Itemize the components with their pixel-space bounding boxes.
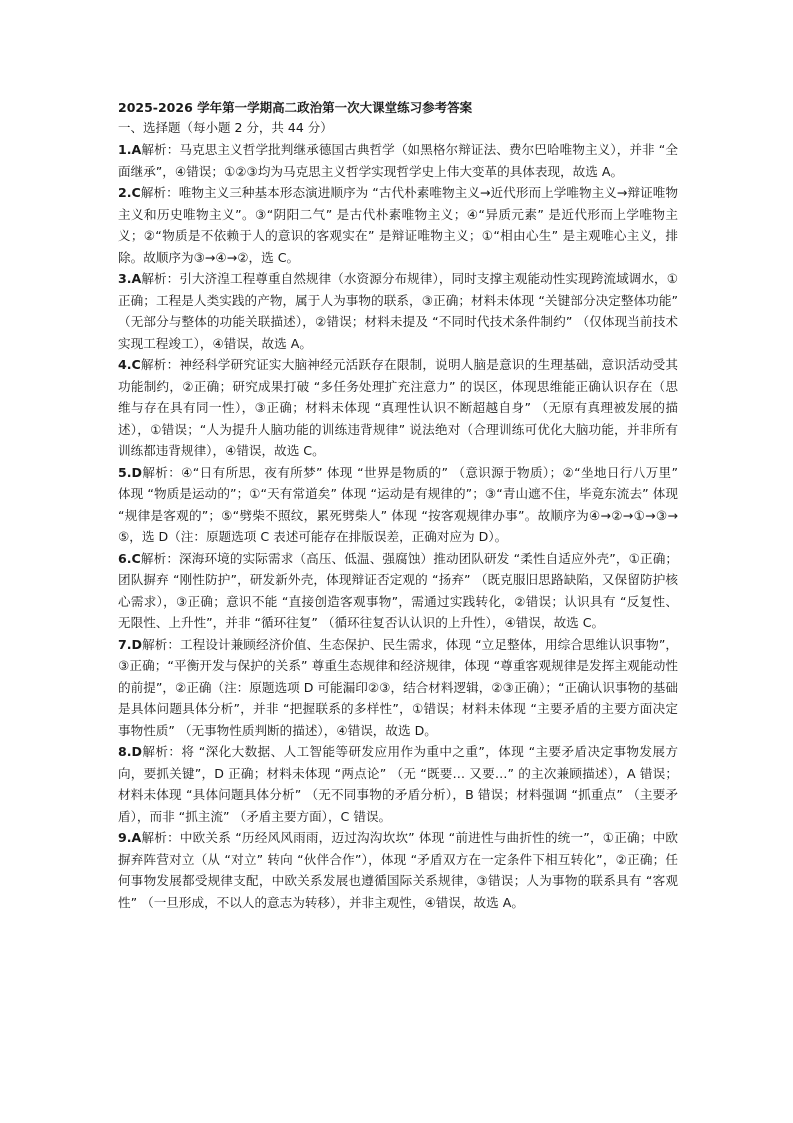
answer-explanation: 解析：唯物主义三种基本形态演进顺序为 “古代朴素唯物主义→近代形而上学唯物主义→辩证唯物主义和历史唯物主义”。③“阴阳二气” 是古代朴素唯物主义；④“异质元素” 是近代形而上学唯物主义；②“物质是不依赖于人的意识的客观实在” 是辩证唯物主义；①“相由心生” 是主观唯心主义，排除。故顺序为③→④→②，选 C。 xyxy=(118,185,678,265)
answer-explanation: 解析：工程设计兼顾经济价值、生态保护、民生需求，体现 “立足整体，用综合思维认识事物”，③正确；“平衡开发与保护的关系” 尊重生态规律和经济规律，体现 “尊重客观规律是发挥主观能动性的前提”，②正确（注：原题选项 D 可能漏印②③，结合材料逻辑，②③正确）；“正确认识事物的基础是具体问题具体分析”，并非 “把握联系的多样性”，①错误；材料未体现 “主要矛盾的主要方面决定事物性质” （无事物性质判断的描述），④错误，故选 D。 xyxy=(118,636,678,738)
answer-number: 5.D xyxy=(118,464,143,480)
answer-item xyxy=(118,139,678,182)
section-heading: 一、选择题（每小题 2 分，共 44 分） xyxy=(118,120,333,135)
answer-item xyxy=(118,827,678,913)
answer-number: 2.C xyxy=(118,185,141,200)
answer-number: 3.A xyxy=(118,271,142,286)
answer-item xyxy=(118,634,678,742)
answer-document xyxy=(118,99,678,913)
answer-explanation: 解析：④“日有所思，夜有所梦” 体现 “世界是物质的” （意识源于物质）；②“坐地日行八万里” 体现 “物质是运动的”；①“天有常道矣” 体现 “运动是有规律的”；③“青山遮不住，毕竟东流去” 体现 “规律是客观的”；⑤“劈柴不照纹，累死劈柴人” 体现 “按客观规律办事”。故顺序为④→②→①→③→⑤，选 D（注：原题选项 C 表述可能存在排版误差，正确对应为 D）。 xyxy=(118,464,678,544)
answer-item xyxy=(118,268,678,354)
answer-explanation: 解析：马克思主义哲学批判继承德国古典哲学（如黑格尔辩证法、费尔巴哈唯物主义），并非 “全面继承”，④错误；①②③均为马克思主义哲学实现哲学史上伟大变革的具体表现，故选 A。 xyxy=(118,142,678,179)
answer-item xyxy=(118,741,678,827)
answer-explanation: 解析：将 “深化大数据、人工智能等研发应用作为重中之重”，体现 “主要矛盾决定事物发展方向，要抓关键”，D 正确；材料未体现 “两点论” （无 “既要… 又要…” 的主次兼顾描述），A 错误；材料未体现 “具体问题具体分析” （无不同事物的矛盾分析），B 错误；材料强调 “抓重点” （主要矛盾），而非 “抓主流” （矛盾主要方面），C 错误。 xyxy=(118,744,678,824)
answer-number: 7.D xyxy=(118,636,143,652)
answer-item xyxy=(118,462,678,548)
answer-number: 1.A xyxy=(118,142,142,157)
answer-number: 4.C xyxy=(118,357,141,372)
answer-item xyxy=(118,354,678,462)
answer-item xyxy=(118,548,678,634)
answer-explanation: 解析：中欧关系 “历经风风雨雨，迈过沟沟坎坎” 体现 “前进性与曲折性的统一”，①正确；中欧摒弃阵营对立（从 “对立” 转向 “伙伴合作”），体现 “矛盾双方在一定条件下相互转化”，②正确；任何事物发展都受规律支配，中欧关系发展也遵循国际关系规律，③错误；人为事物的联系具有 “客观性” （一旦形成，不以人的意志为转移），并非主观性，④错误，故选 A。 xyxy=(118,830,678,910)
answer-explanation: 解析：引大济湟工程尊重自然规律（水资源分布规律），同时支撑主观能动性实现跨流域调水，①正确；工程是人类实践的产物，属于人为事物的联系，③正确；材料未体现 “关键部分决定整体功能” （无部分与整体的功能关联描述），②错误；材料未提及 “不同时代技术条件制约” （仅体现当前技术实现工程竣工），④错误，故选 A。 xyxy=(118,271,678,351)
document-title: 2025-2026 学年第一学期高二政治第一次大课堂练习参考答案 xyxy=(118,100,473,115)
answer-item xyxy=(118,182,678,268)
answer-explanation: 解析：神经科学研究证实大脑神经元活跃存在限制，说明人脑是意识的生理基础，意识活动受其功能制约，②正确；研究成果打破 “多任务处理扩充注意力” 的误区，体现思维能正确认识存在（思维与存在具有同一性），③正确；材料未体现 “真理性认识不断超越自身” （无原有真理被发展的描述），①错误；“人为提升人脑功能的训练违背规律” 说法绝对（合理训练可优化大脑功能，并非所有训练都违背规律），④错误，故选 C。 xyxy=(118,357,678,458)
answer-number: 6.C xyxy=(118,550,141,566)
answer-number: 8.D xyxy=(118,744,143,759)
answer-explanation: 解析：深海环境的实际需求（高压、低温、强腐蚀）推动团队研发 “柔性自适应外壳”，①正确；团队摒弃 “刚性防护”，研发新外壳，体现辩证否定观的 “扬弃” （既克服旧思路缺陷，又保留防护核心需求），③正确；意识不能 “直接创造客观事物”，需通过实践转化，②错误；认识具有 “反复性、无限性、上升性”，并非 “循环往复” （循环往复否认认识的上升性），④错误，故选 C。 xyxy=(118,550,678,630)
answer-number: 9.A xyxy=(118,830,142,845)
